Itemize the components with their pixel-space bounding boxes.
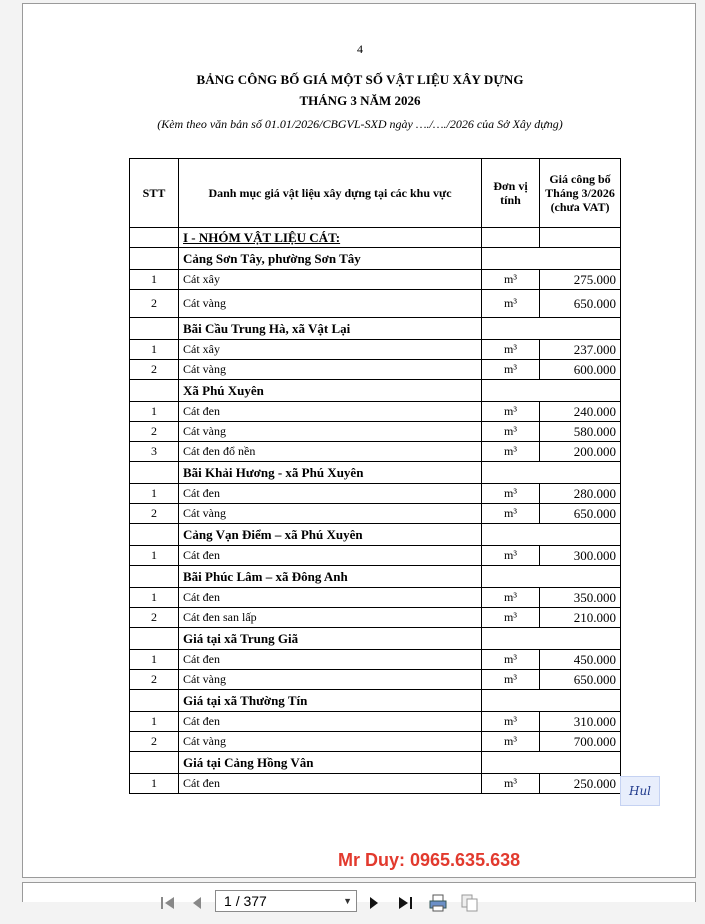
- item-stt: 1: [130, 712, 179, 732]
- table-row: [130, 774, 621, 794]
- table-row: [130, 650, 621, 670]
- item-stt: 1: [130, 484, 179, 504]
- document-page: [22, 3, 696, 878]
- item-unit: m³: [482, 670, 540, 690]
- group-name: Giá tại Cảng Hồng Vân: [179, 752, 482, 774]
- table-row: [130, 712, 621, 732]
- item-unit: m³: [482, 546, 540, 566]
- item-unit: m³: [482, 732, 540, 752]
- table-row: [130, 270, 621, 290]
- signature-text: Hul: [628, 784, 652, 798]
- item-price: 300.000: [540, 546, 621, 566]
- item-unit: m³: [482, 650, 540, 670]
- item-price: 350.000: [540, 588, 621, 608]
- page-selector[interactable]: [215, 890, 357, 912]
- header-name: Danh mục giá vật liệu xây dựng tại các khu vực: [179, 159, 482, 228]
- table-row: [130, 504, 621, 524]
- item-stt: 1: [130, 588, 179, 608]
- item-unit: m³: [482, 422, 540, 442]
- group-name: Cảng Vạn Điểm – xã Phú Xuyên: [179, 524, 482, 546]
- group-name: Bãi Khải Hương - xã Phú Xuyên: [179, 462, 482, 484]
- total-pages: 377: [243, 893, 267, 909]
- contact-watermark: Mr Duy: 0965.635.638: [338, 850, 521, 870]
- table-row: [130, 732, 621, 752]
- document-subtitle: THÁNG 3 NĂM 2026: [299, 93, 421, 108]
- table-row: [130, 484, 621, 504]
- group-row: [130, 380, 621, 402]
- group-row: [130, 248, 621, 270]
- item-name: Cát đen san lấp: [179, 608, 482, 628]
- item-name: Cát đen: [179, 484, 482, 504]
- group-row: [130, 628, 621, 650]
- price-table: [129, 158, 621, 794]
- group-row: [130, 752, 621, 774]
- group-row: [130, 690, 621, 712]
- signature-stamp: [620, 776, 660, 806]
- group-name: Bãi Cầu Trung Hà, xã Vật Lại: [179, 318, 482, 340]
- item-name: Cát vàng: [179, 504, 482, 524]
- item-price: 580.000: [540, 422, 621, 442]
- table-row: [130, 340, 621, 360]
- print-icon[interactable]: [426, 891, 450, 915]
- item-name: Cát đen: [179, 588, 482, 608]
- item-unit: m³: [482, 588, 540, 608]
- page-separator: /: [235, 893, 240, 909]
- page-number: 4: [357, 42, 363, 56]
- item-price: 200.000: [540, 442, 621, 462]
- document-note: (Kèm theo văn bản số 01.01/2026/CBGVL-SXD ngày …./…./2026 của Sở Xây dựng): [157, 117, 563, 131]
- item-unit: m³: [482, 290, 540, 318]
- group-name: Xã Phú Xuyên: [179, 380, 482, 402]
- item-stt: 2: [130, 732, 179, 752]
- item-unit: m³: [482, 360, 540, 380]
- item-name: Cát đen: [179, 546, 482, 566]
- item-stt: 2: [130, 504, 179, 524]
- group-row: [130, 566, 621, 588]
- group-name: Giá tại xã Thường Tín: [179, 690, 482, 712]
- group-row: [130, 318, 621, 340]
- section-label: I - NHÓM VẬT LIỆU CÁT:: [179, 228, 482, 248]
- item-stt: 1: [130, 402, 179, 422]
- item-name: Cát đen: [179, 402, 482, 422]
- item-name: Cát đen: [179, 774, 482, 794]
- item-name: Cát vàng: [179, 670, 482, 690]
- item-stt: 2: [130, 670, 179, 690]
- table-row: [130, 608, 621, 628]
- item-price: 275.000: [540, 270, 621, 290]
- group-row: [130, 524, 621, 546]
- item-price: 450.000: [540, 650, 621, 670]
- item-stt: 1: [130, 340, 179, 360]
- table-row: [130, 546, 621, 566]
- table-row: [130, 360, 621, 380]
- group-name: Bãi Phúc Lâm – xã Đông Anh: [179, 566, 482, 588]
- next-page-icon[interactable]: [364, 891, 384, 915]
- item-stt: 2: [130, 290, 179, 318]
- item-stt: 1: [130, 546, 179, 566]
- item-name: Cát đen: [179, 650, 482, 670]
- item-stt: 2: [130, 422, 179, 442]
- item-unit: m³: [482, 484, 540, 504]
- item-name: Cát xây: [179, 270, 482, 290]
- item-price: 250.000: [540, 774, 621, 794]
- header-stt: STT: [130, 159, 179, 228]
- item-name: Cát đen: [179, 712, 482, 732]
- item-price: 280.000: [540, 484, 621, 504]
- item-price: 310.000: [540, 712, 621, 732]
- group-row: [130, 462, 621, 484]
- group-name: Cảng Sơn Tây, phường Sơn Tây: [179, 248, 482, 270]
- item-stt: 1: [130, 650, 179, 670]
- chevron-down-icon[interactable]: ▼: [343, 896, 352, 906]
- item-name: Cát xây: [179, 340, 482, 360]
- section-row: [130, 228, 621, 248]
- item-name: Cát vàng: [179, 422, 482, 442]
- item-price: 650.000: [540, 504, 621, 524]
- current-page-input[interactable]: 1: [224, 893, 232, 909]
- pdf-toolbar: [0, 884, 705, 924]
- table-header-row: [130, 159, 621, 228]
- item-unit: m³: [482, 442, 540, 462]
- table-row: [130, 588, 621, 608]
- first-page-icon[interactable]: [156, 891, 180, 915]
- item-unit: m³: [482, 608, 540, 628]
- item-unit: m³: [482, 270, 540, 290]
- item-name: Cát đen đổ nền: [179, 442, 482, 462]
- table-row: [130, 290, 621, 318]
- item-unit: m³: [482, 402, 540, 422]
- item-price: 650.000: [540, 670, 621, 690]
- prev-page-icon[interactable]: [186, 891, 208, 915]
- item-price: 650.000: [540, 290, 621, 318]
- item-price: 237.000: [540, 340, 621, 360]
- table-row: [130, 402, 621, 422]
- table-row: [130, 442, 621, 462]
- item-name: Cát vàng: [179, 360, 482, 380]
- table-body: [130, 228, 621, 794]
- item-price: 700.000: [540, 732, 621, 752]
- group-name: Giá tại xã Trung Giã: [179, 628, 482, 650]
- item-stt: 3: [130, 442, 179, 462]
- item-stt: 1: [130, 270, 179, 290]
- document-title: BẢNG CÔNG BỐ GIÁ MỘT SỐ VẬT LIỆU XÂY DỰNG: [196, 72, 524, 87]
- table-row: [130, 670, 621, 690]
- copy-icon[interactable]: [458, 891, 482, 915]
- item-stt: 1: [130, 774, 179, 794]
- last-page-icon[interactable]: [393, 891, 417, 915]
- item-unit: m³: [482, 340, 540, 360]
- item-stt: 2: [130, 608, 179, 628]
- header-price: Giá công bố Tháng 3/2026 (chưa VAT): [540, 159, 621, 228]
- item-name: Cát vàng: [179, 290, 482, 318]
- table-row: [130, 422, 621, 442]
- item-unit: m³: [482, 712, 540, 732]
- item-unit: m³: [482, 504, 540, 524]
- item-name: Cát vàng: [179, 732, 482, 752]
- item-price: 600.000: [540, 360, 621, 380]
- item-price: 240.000: [540, 402, 621, 422]
- item-stt: 2: [130, 360, 179, 380]
- header-unit: Đơn vị tính: [482, 159, 540, 228]
- item-unit: m³: [482, 774, 540, 794]
- item-price: 210.000: [540, 608, 621, 628]
